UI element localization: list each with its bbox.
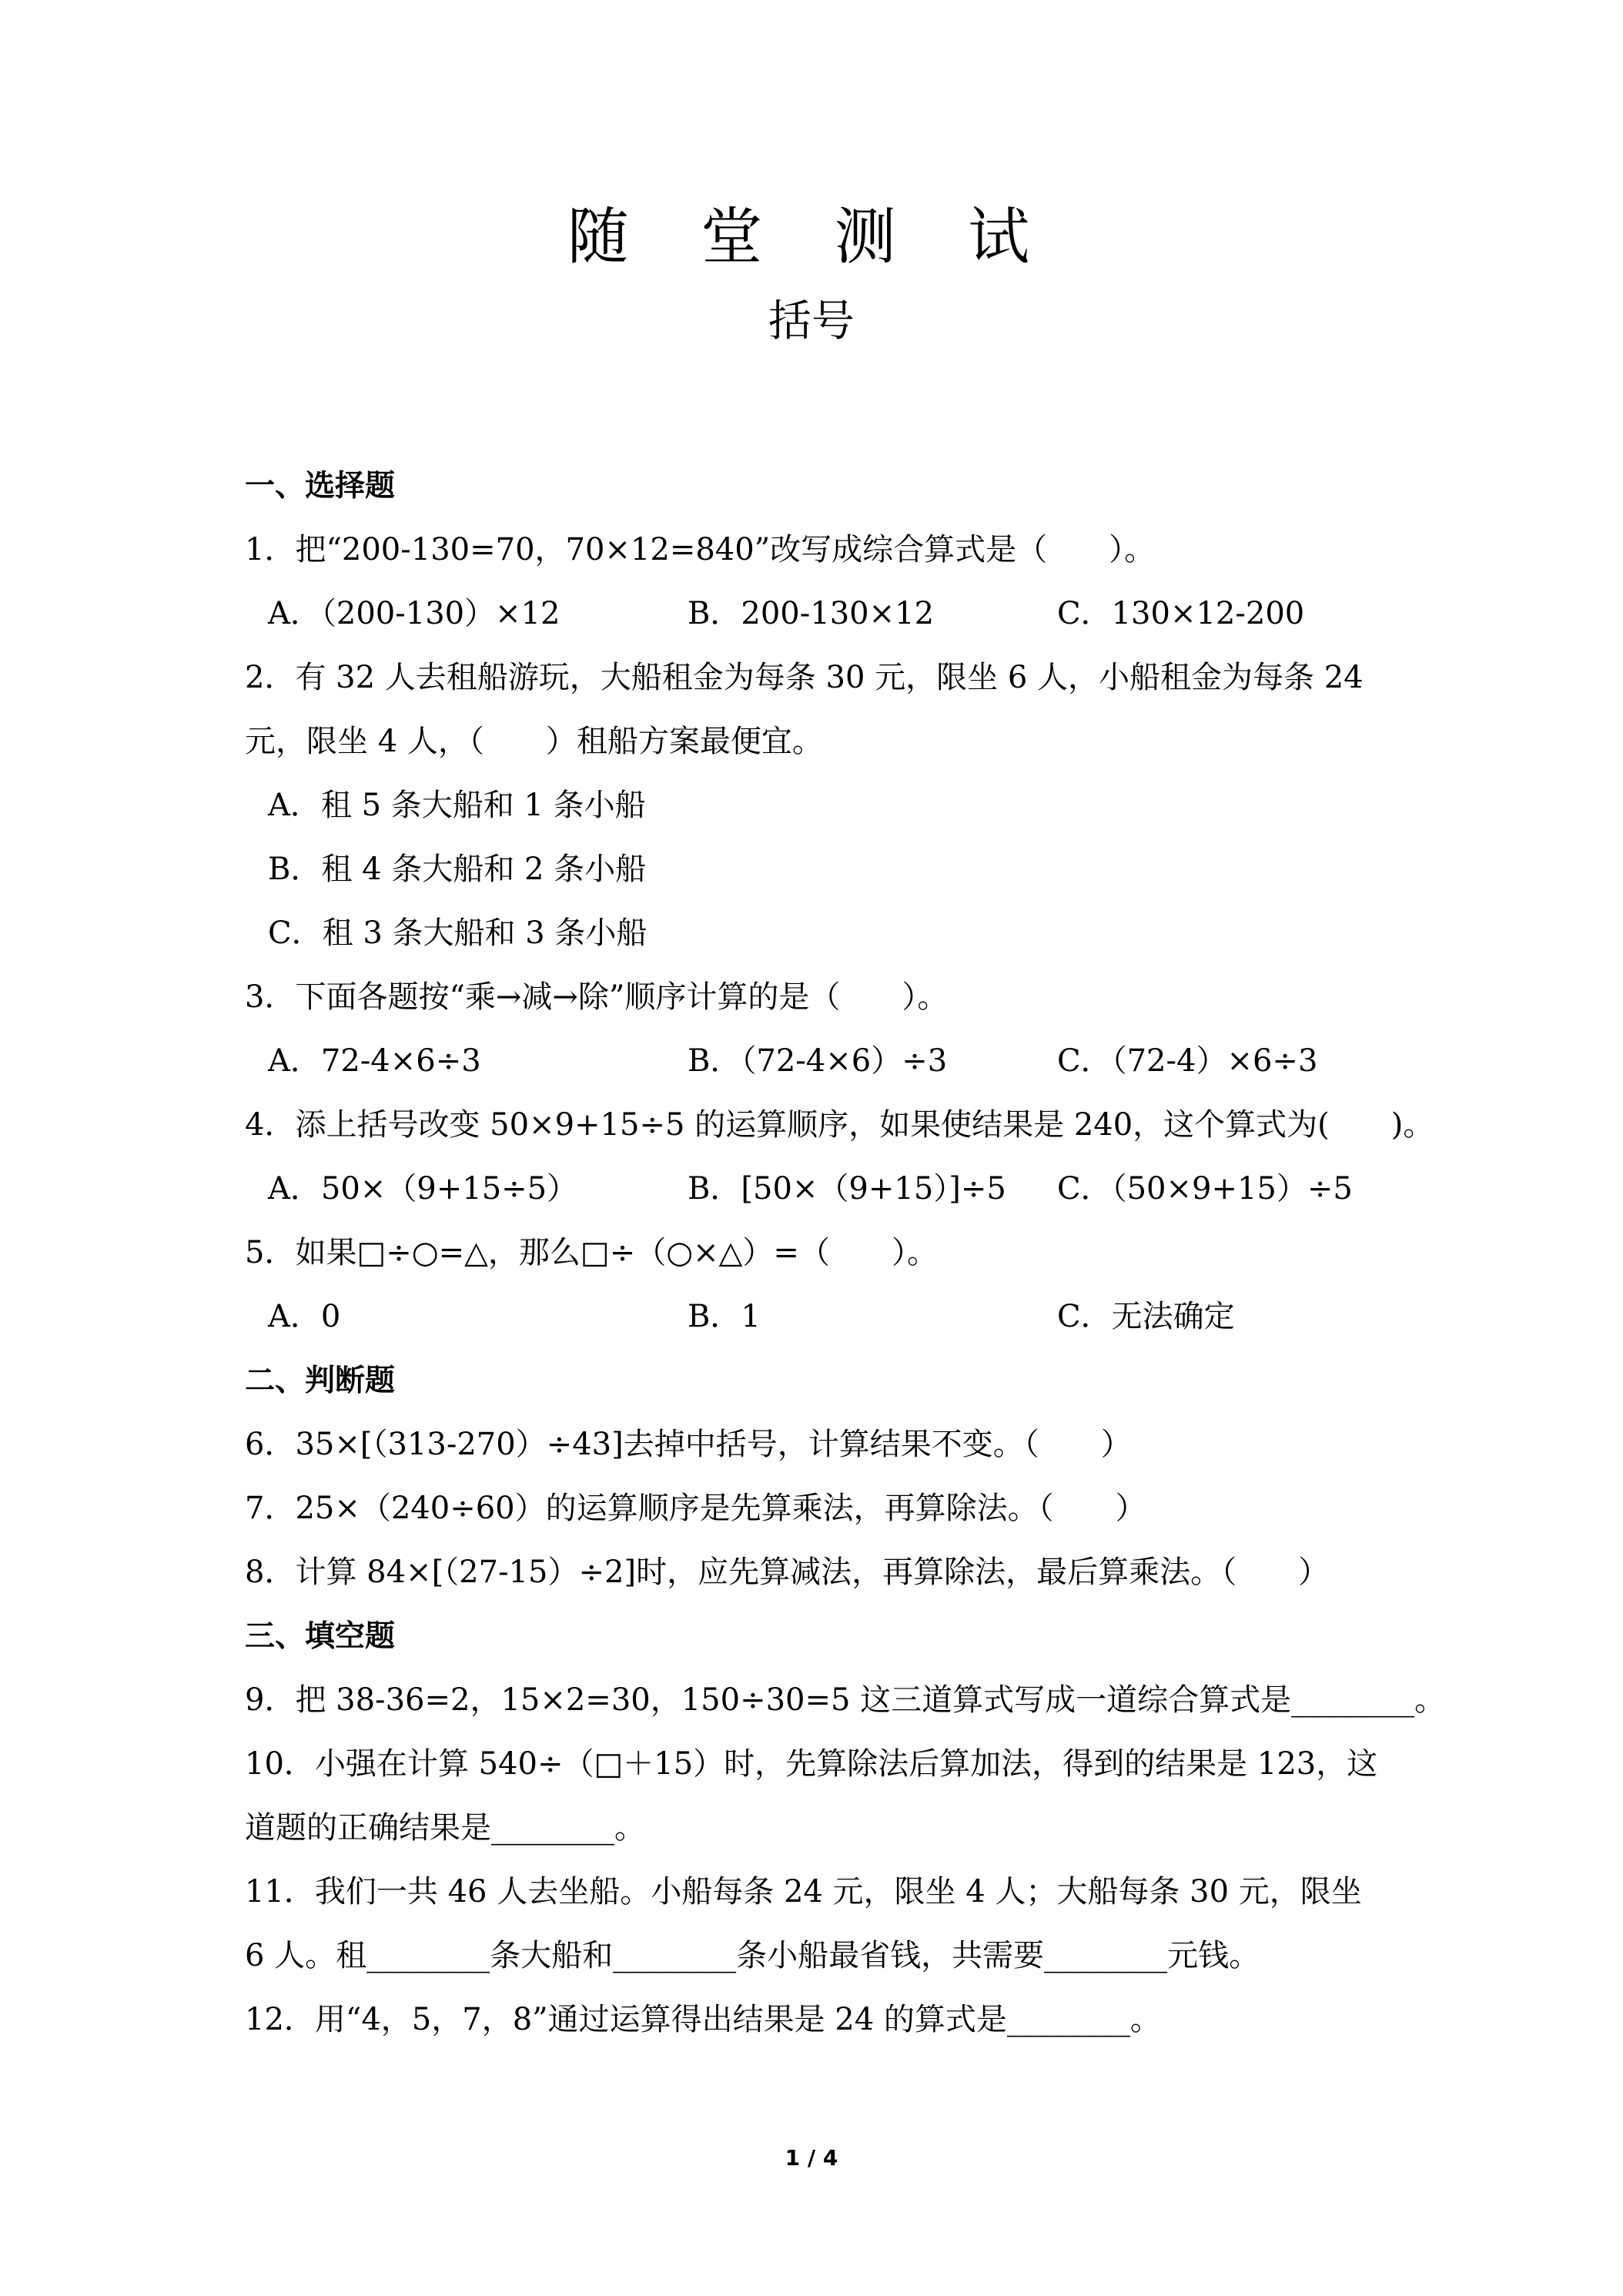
question-1: 1．把“200-130=70，70×12=840”改写成综合算式是（ ）。 [245, 532, 1156, 567]
option-a: A．（200-130）×12 [268, 596, 561, 631]
option-c: C．无法确定 [1057, 1299, 1235, 1334]
question-3-options [245, 1029, 1392, 1093]
option-a: A．50×（9+15÷5） [268, 1171, 578, 1207]
question-12: 12．用“4，5，7，8”通过运算得出结果是 24 的算式是________。 [245, 2002, 1161, 2037]
question-10-line-2: 道题的正确结果是________。 [245, 1810, 645, 1846]
question-8: 8．计算 84×[（27-15）÷2]时，应先算减法，再算除法，最后算乘法。（ ） [245, 1555, 1330, 1590]
question-2-line-1: 2．有 32 人去租船游玩，大船租金为每条 30 元，限坐 6 人，小船租金为每条 24 [245, 660, 1364, 695]
question-6: 6．35×[（313-270）÷43]去掉中括号，计算结果不变。（ ） [245, 1427, 1132, 1462]
question-5-options [245, 1285, 1392, 1349]
option-b: B．[50×（9+15）]÷5 [688, 1171, 1006, 1207]
worksheet-body [245, 454, 1446, 2052]
page-number: 1 / 4 [785, 2145, 838, 2170]
option-b: B．1 [688, 1299, 761, 1334]
option-b: B．租 4 条大船和 2 条小船 [268, 852, 647, 887]
question-2-line-2: 元，限坐 4 人，（ ）租船方案最便宜。 [245, 724, 823, 759]
question-5: 5．如果□÷○=△，那么□÷（○×△）=（ ）。 [245, 1235, 938, 1270]
question-11-line-1: 11．我们一共 46 人去坐船。小船每条 24 元，限坐 4 人；大船每条 30 元，限坐 [245, 1874, 1362, 1909]
section-heading-fill-blank: 三、填空题 [245, 1619, 396, 1654]
page-title: 随 堂 测 试 [567, 201, 1056, 273]
option-c: C．租 3 条大船和 3 条小船 [268, 915, 648, 951]
section-heading-judgement: 二、判断题 [245, 1364, 396, 1398]
page-subtitle: 括号 [768, 296, 855, 346]
option-b: B．（72-4×6）÷3 [688, 1043, 948, 1079]
option-c: C．（72-4）×6÷3 [1057, 1043, 1318, 1079]
question-4-options [245, 1157, 1392, 1221]
option-c: C．130×12-200 [1057, 596, 1305, 631]
question-7: 7．25×（240÷60）的运算顺序是先算乘法，再算除法。（ ） [245, 1491, 1146, 1526]
option-a: A．0 [268, 1299, 341, 1334]
question-4: 4．添上括号改变 50×9+15÷5 的运算顺序，如果使结果是 240，这个算式为( )。 [245, 1107, 1434, 1143]
question-10-line-1: 10．小强在计算 540÷（□＋15）时，先算除法后算加法，得到的结果是 123，这 [245, 1746, 1378, 1782]
option-b: B．200-130×12 [688, 596, 935, 631]
section-heading-choice: 一、选择题 [245, 469, 396, 504]
option-a: A．72-4×6÷3 [268, 1043, 481, 1079]
option-a: A．租 5 条大船和 1 条小船 [268, 788, 646, 823]
option-c: C．（50×9+15）÷5 [1057, 1171, 1353, 1207]
question-11-line-2: 6 人。租________条大船和________条小船最省钱，共需要________元钱。 [245, 1938, 1260, 1973]
question-3: 3．下面各题按“乘→减→除”顺序计算的是（ ）。 [245, 979, 949, 1015]
question-9: 9．把 38-36=2，15×2=30，150÷30=5 这三道算式写成一道综合算式是________。 [245, 1682, 1446, 1718]
question-1-options [245, 582, 1392, 646]
